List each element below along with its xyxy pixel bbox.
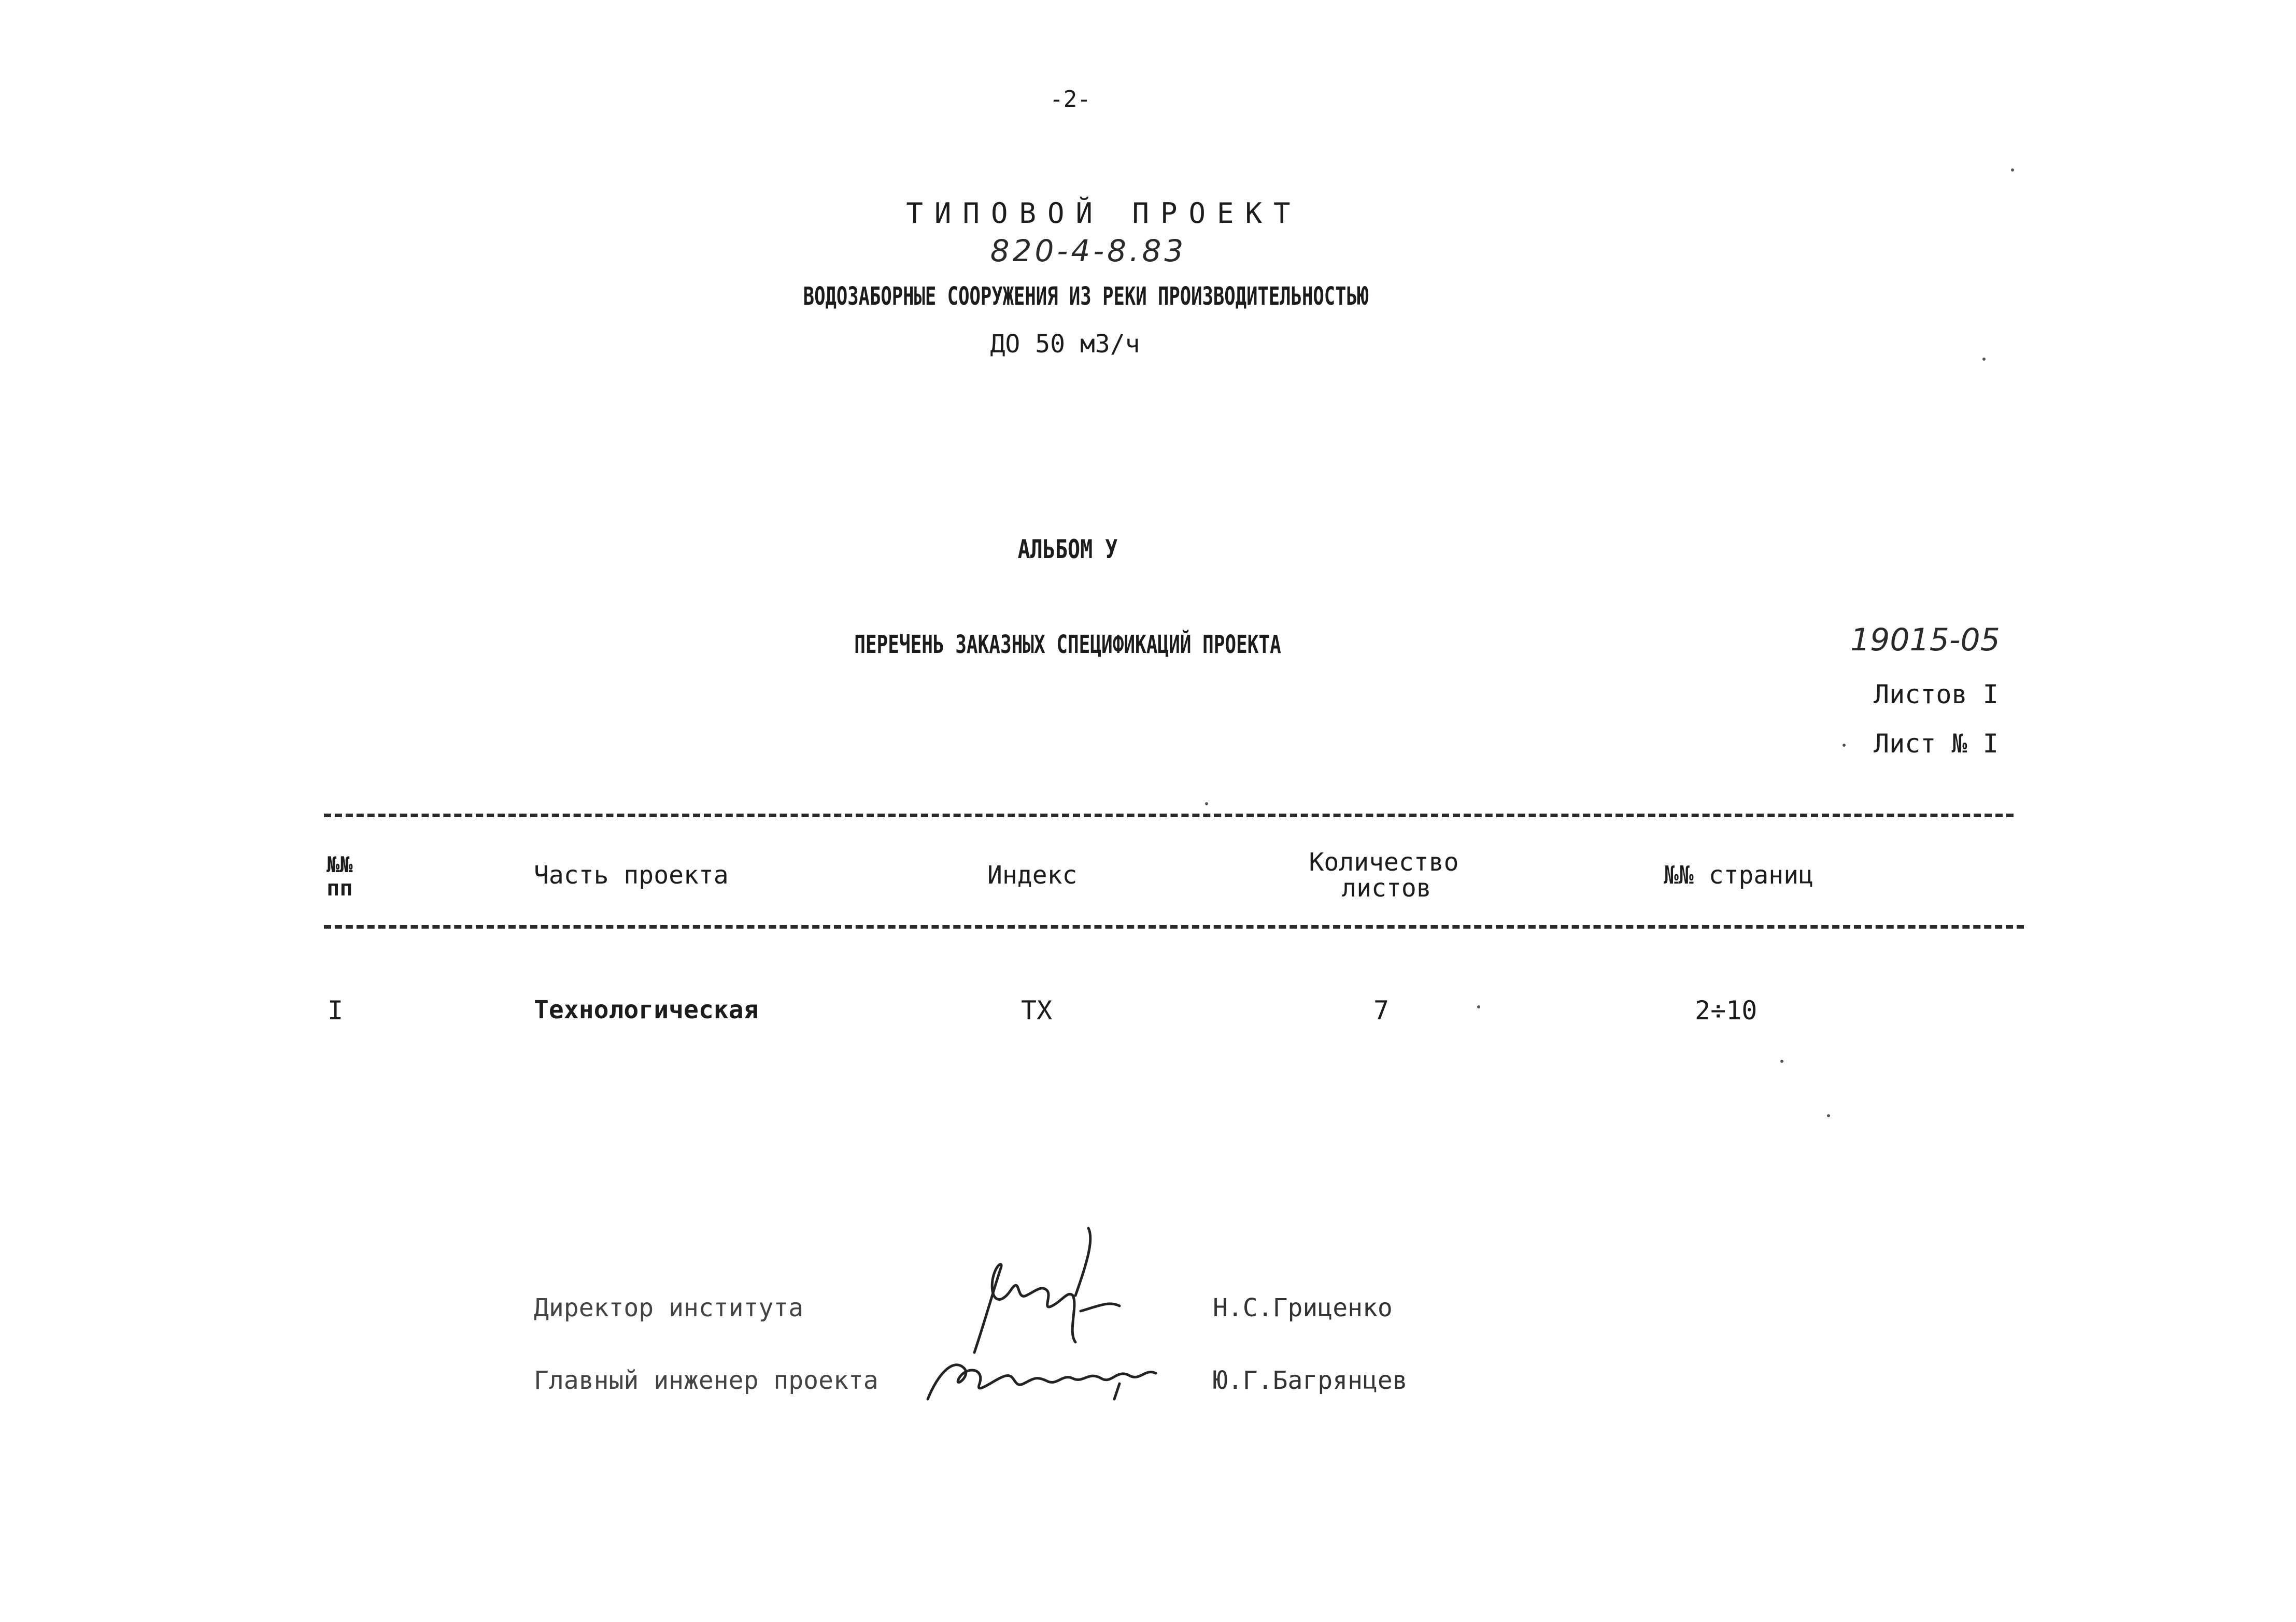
chief-engineer-signature <box>923 1347 1161 1410</box>
header-num-line1: №№ <box>327 852 353 877</box>
scan-speck <box>2011 168 2014 172</box>
header-part: Часть проекта <box>534 861 729 890</box>
album-label: АЛЬБОМ У <box>1017 534 1118 564</box>
sheets-total: Листов I <box>1874 679 1999 709</box>
signature-name-chief-engineer: Ю.Г.Багрянцев <box>1213 1366 1408 1395</box>
header-pages: №№ страниц <box>1664 861 1813 890</box>
signature-role-director: Директор института <box>534 1293 804 1322</box>
page-number: -2- <box>1050 86 1091 112</box>
scan-speck <box>1843 744 1846 747</box>
project-series: ТИПОВОЙ ПРОЕКТ <box>906 197 1302 230</box>
project-number: 820-4-8.83 <box>990 233 1187 268</box>
header-index: Индекс <box>987 861 1078 890</box>
scan-speck <box>1982 358 1986 361</box>
scan-speck <box>1827 1114 1830 1117</box>
table-top-rule <box>324 814 2014 817</box>
header-count-line2: листов <box>1341 874 1432 903</box>
signature-name-director: Н.С.Гриценко <box>1213 1293 1393 1322</box>
header-count-line1: Количество <box>1309 848 1459 877</box>
sheet-number: Лист № I <box>1874 729 1999 759</box>
project-title-line2: ДО 50 м3/ч <box>990 330 1140 359</box>
row-num: I <box>328 995 344 1026</box>
header-num-line2: пп <box>327 875 353 901</box>
document-title: ПЕРЕЧЕНЬ ЗАКАЗНЫХ СПЕЦИФИКАЦИЙ ПРОЕКТА <box>854 630 1281 659</box>
row-index: ТХ <box>1021 995 1053 1026</box>
signature-role-chief-engineer: Главный инженер проекта <box>534 1366 878 1395</box>
project-title-line1: ВОДОЗАБОРНЫЕ СООРУЖЕНИЯ ИЗ РЕКИ ПРОИЗВОДИТЕЛЬНОСТЬЮ <box>803 282 1369 311</box>
row-part: Технологическая <box>534 995 759 1025</box>
scan-speck <box>1477 1005 1480 1008</box>
table-header-rule <box>324 925 2024 929</box>
row-pages: 2÷10 <box>1695 995 1758 1026</box>
document-code: 19015-05 <box>1850 622 2000 658</box>
row-count: 7 <box>1373 995 1390 1026</box>
scan-speck <box>1780 1060 1783 1063</box>
scan-speck <box>1205 802 1208 805</box>
director-signature <box>964 1228 1151 1363</box>
